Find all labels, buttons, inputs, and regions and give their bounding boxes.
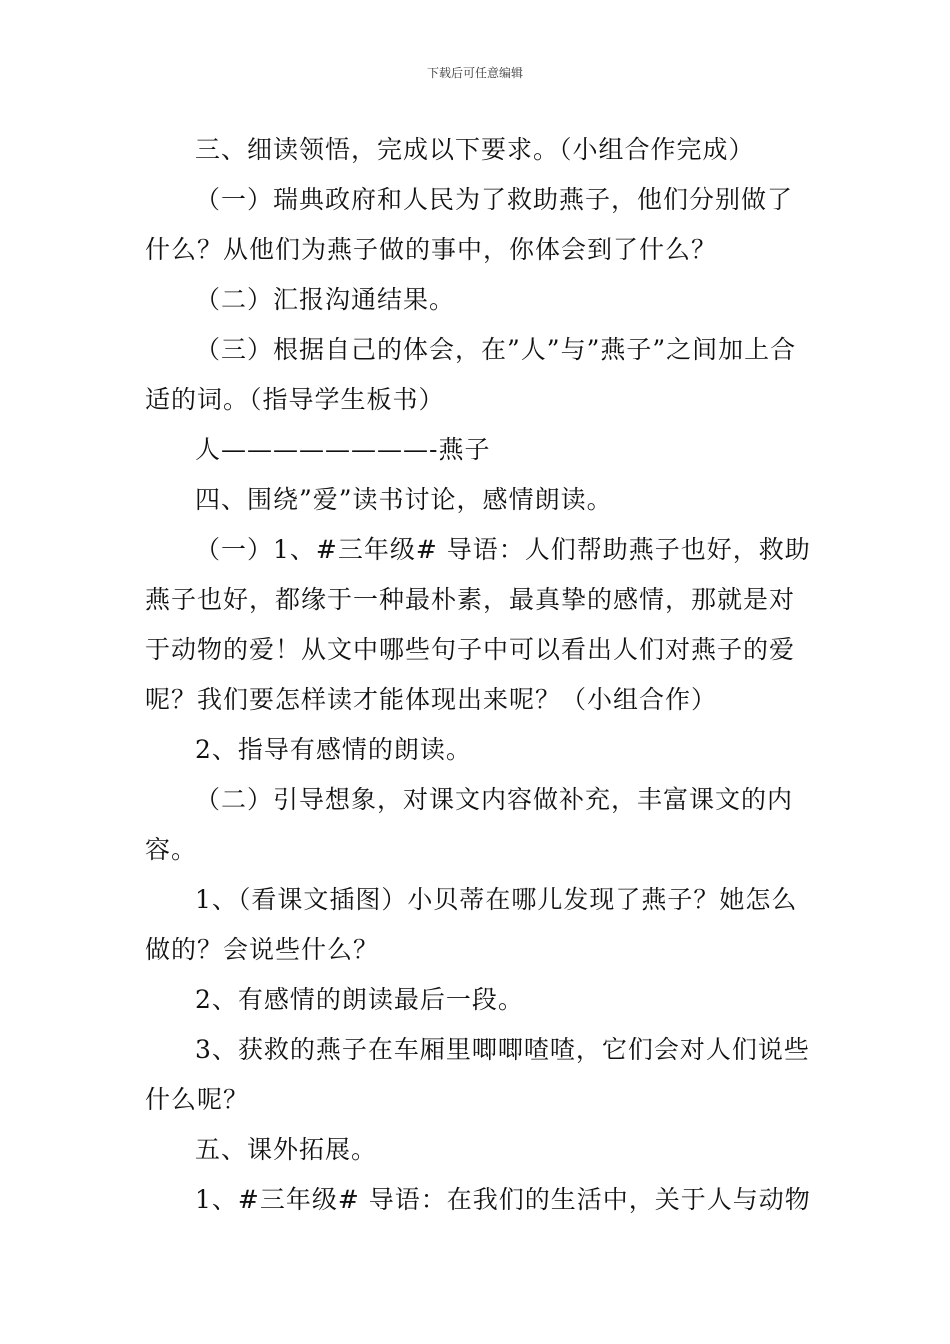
- paragraph-section-5-heading: 五、课外拓展。: [195, 1135, 378, 1164]
- paragraph-5-1: 1、#三年级# 导语：在我们的生活中，关于人与动物: [195, 1185, 811, 1214]
- paragraph-3-1: （一）瑞典政府和人民为了救助燕子，他们分别做了什么？从他们为燕子做的事中，你体会到了什么？: [145, 185, 794, 264]
- paragraph-4-2-3: 3、获救的燕子在车厢里唧唧喳喳，它们会对人们说些什么呢？: [145, 1035, 810, 1114]
- paragraph-4-1-2: 2、指导有感情的朗读。: [195, 735, 472, 764]
- document-body: [145, 125, 813, 1225]
- paragraph-section-4-heading: 四、围绕”爱”读书讨论，感情朗读。: [195, 485, 613, 514]
- paragraph-3-3: （三）根据自己的体会，在”人”与”燕子”之间加上合适的词。（指导学生板书）: [145, 335, 797, 414]
- paragraph-4-2: （二）引导想象，对课文内容做补充，丰富课文的内容。: [145, 785, 794, 864]
- paragraph-4-2-2: 2、有感情的朗读最后一段。: [195, 985, 524, 1014]
- paragraph-section-3-heading: 三、细读领悟，完成以下要求。（小组合作完成）: [195, 135, 755, 164]
- page-header: 下载后可任意编辑: [426, 66, 523, 80]
- paragraph-4-1-1: （一）1、#三年级# 导语：人们帮助燕子也好，救助燕子也好，都缘于一种最朴素，最真挚的感情，那就是对于动物的爱！从文中哪些句子中可以看出人们对燕子的爱呢？我们要怎样读才能体现出来呢？（小组合作）: [145, 535, 811, 714]
- paragraph-3-2: （二）汇报沟通结果。: [195, 285, 456, 314]
- paragraph-4-2-1: 1、（看课文插图）小贝蒂在哪儿发现了燕子？她怎么做的？会说些什么？: [145, 885, 798, 964]
- paragraph-board-line: 人————————-燕子: [195, 435, 491, 464]
